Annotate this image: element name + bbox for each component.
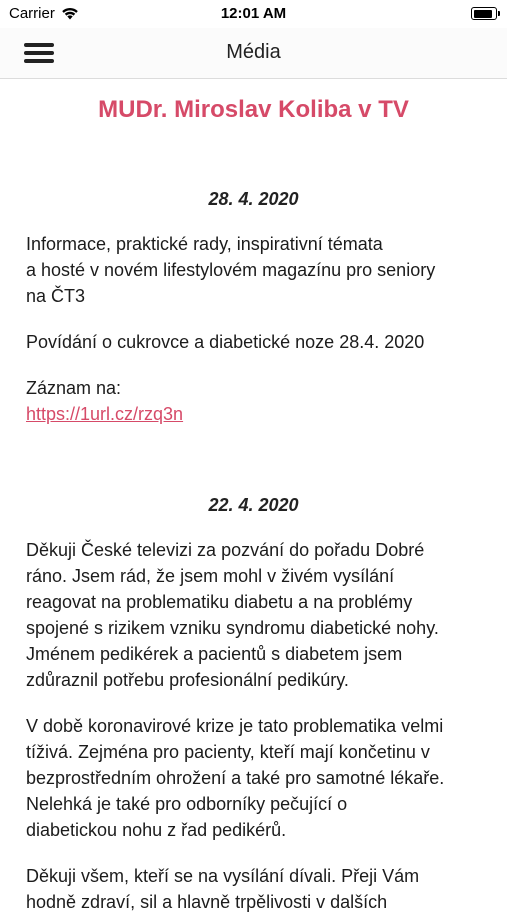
content [26,80,486,915]
text-line: tíživá. Zejména pro pacienty, kteří mají končetinu v [26,742,430,762]
text-line: Děkuji České televizi za pozvání do pořadu Dobré [26,540,425,560]
text-line: spojené s rizikem vzniku syndromu diabetické nohy. [26,618,439,638]
text-line: Jménem pedikérek a pacientů s diabetem jsem [26,644,403,664]
text-line: reagovat na problematiku diabetu a na problémy [26,592,413,612]
entry-paragraph: Povídání o cukrovce a diabetické noze 28.4. 2020 [26,332,425,352]
text-line: na ČT3 [26,286,86,306]
nav-title: Média [226,41,281,63]
text-line: Informace, praktické rady, inspirativní témata [26,234,383,254]
entry-paragraph [26,863,486,915]
entry-paragraph [26,231,486,309]
page-heading: MUDr. Miroslav Koliba v TV [98,96,409,123]
record-block [26,375,486,427]
entry-date: 22. 4. 2020 [208,495,299,515]
entry-paragraph [26,713,486,843]
record-label: Záznam na: [26,378,122,398]
text-line: ráno. Jsem rád, že jsem mohl v živém vysílání [26,566,395,586]
nav-bar [0,28,507,79]
text-line: hodně zdraví, sil a hlavně trpělivosti v dalších [26,892,388,912]
text-line: diabetickou nohu z řad pedikérů. [26,820,287,840]
text-line: bezprostředním ohrožení a také pro samotné lékaře. [26,768,445,788]
carrier-label: Carrier [9,5,55,22]
text-line: Děkuji všem, kteří se na vysílání dívali. Přeji Vám [26,866,420,886]
record-link[interactable]: https://1url.cz/rzq3n [26,404,184,424]
entry-date: 28. 4. 2020 [208,189,299,209]
battery-icon [471,7,497,20]
text-line: V době koronavirové krize je tato problematika velmi [26,716,444,736]
entry-paragraph [26,537,486,693]
status-bar [0,0,507,28]
status-time: 12:01 AM [220,5,287,22]
text-line: Nelehká je také pro odborníky pečující o [26,794,348,814]
text-line: zdůraznil potřebu profesionální pedikúry. [26,670,349,690]
text-line: a hosté v novém lifestylovém magazínu pro seniory [26,260,436,280]
